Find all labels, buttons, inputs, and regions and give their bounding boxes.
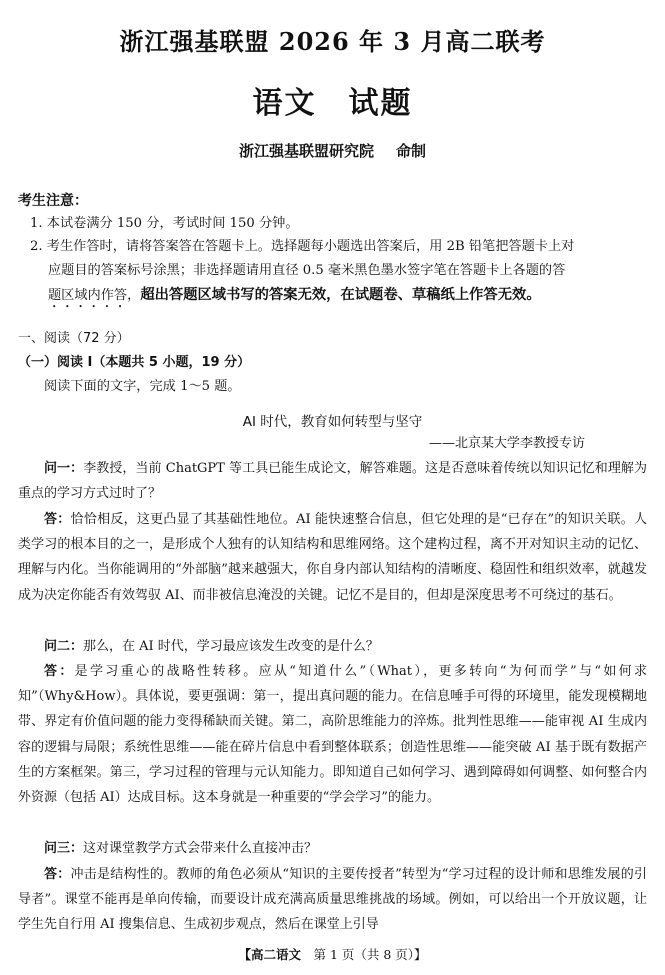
question-label: 问三： bbox=[44, 841, 84, 856]
subject-title: 语文 试题 bbox=[252, 86, 413, 121]
notice-item-2-line-3 bbox=[48, 284, 647, 311]
article-answer-1 bbox=[18, 507, 647, 608]
exam-title: 浙江强基联盟 2026 年 3 月高二联考 bbox=[119, 27, 546, 56]
article-answer-2 bbox=[18, 659, 647, 810]
article-question-1 bbox=[18, 456, 647, 506]
answer-text: 冲击是结构性的。教师的角色必须从“知识的主要传授者”转型为“学习过程的设计师和思维发展的引导者”。课堂不能再是单向传输，而要设计成充满高质量思维挑战的场域。例如，可以给出一个开放议题，让学生先自行用 AI 搜集信息、生成初步观点，然后在课堂上引导 bbox=[18, 867, 647, 933]
footer-page-number: 第 1 页（共 8 页）】 bbox=[313, 947, 427, 962]
footer-label: 【高二语文 bbox=[238, 947, 301, 962]
maker-line bbox=[0, 140, 665, 161]
answer-text: 是学习重心的战略性转移。应从“知道什么”（What），更多转向“为何而学”与“如何求知”（Why&How）。具体说，要更强调：第一，提出真问题的能力。在信息唾手可得的环境里，能发现模糊地带、界定有价值问题的能力变得稀缺而关键。第二，高阶思维能力的淬炼。批判性思维——能审视 AI 生成内容的逻辑与局限；系统性思维——能在碎片信息中看到整体联系；创造性思维——能突破 AI 基于既有数据产生的方案框架。第三，学习过程的管理与元认知能力。即知道自己如何学习、遇到障碍如何调整、如何整合内外资源（包括 AI）达成目标。这本身就是一种重要的“学会学习”的能力。 bbox=[18, 664, 647, 806]
maker-suffix: 命制 bbox=[396, 142, 427, 160]
notice-warn-prefix: 题区域内作答， bbox=[48, 288, 141, 303]
maker-name: 浙江强基联盟研究院 bbox=[238, 142, 374, 160]
question-label: 问二： bbox=[44, 639, 84, 654]
notice-item-1: 1. 本试卷满分 150 分，考试时间 150 分钟。 bbox=[30, 216, 299, 231]
answer-label: 答： bbox=[44, 512, 71, 527]
question-text: 李教授，当前 ChatGPT 等工具已能生成论文，解答难题。这是否意味着传统以知识记忆和理解为重点的学习方式过时了？ bbox=[18, 461, 647, 502]
question-text: 那么，在 AI 时代，学习最应该发生改变的是什么？ bbox=[83, 639, 379, 654]
article-answer-3 bbox=[18, 862, 647, 938]
notice-warning: 超出答题区域书写的答案无效，在试题卷、草稿纸上作答无效。 bbox=[140, 287, 541, 303]
section-reading: 一、阅读（72 分） bbox=[18, 331, 130, 346]
answer-text: 恰恰相反，这更凸显了其基础性地位。AI 能快速整合信息，但它处理的是“已存在”的知识关联。人类学习的根本目的之一，是形成个人独有的认知结构和思维网络。这个建构过程，离不开对知识主动的记忆、理解与内化。当你能调用的“外部脑”越来越强大，你自身内部认知结构的清晰度、稳固性和组织效率，就越发成为决定你能否有效驾驭 AI、而非被信息淹没的关键。记忆不是目的，但却是深度思考不可绕过的基石。 bbox=[18, 512, 647, 603]
section-instruction: 阅读下面的文字，完成 1～5 题。 bbox=[44, 379, 241, 394]
notice-item-2-line-1: 2. 考生作答时，请将答案答在答题卡上。选择题每小题选出答案后，用 2B 铅笔把答题卡上对 bbox=[30, 239, 575, 254]
answer-label: 答： bbox=[44, 867, 71, 882]
answer-label: 答： bbox=[44, 664, 75, 679]
section-part1: （一）阅读 Ⅰ（本题共 5 小题，19 分） bbox=[18, 355, 251, 370]
page-footer bbox=[0, 945, 665, 963]
article-title: AI 时代，教育如何转型与坚守 bbox=[242, 414, 423, 430]
article-question-2 bbox=[18, 634, 647, 659]
article-question-3 bbox=[18, 836, 647, 861]
article-subtitle: ——北京某大学李教授专访 bbox=[428, 436, 585, 451]
question-text: 这对课堂教学方式会带来什么直接冲击？ bbox=[83, 841, 318, 856]
notice-heading: 考生注意： bbox=[18, 193, 88, 209]
notice-item-2-line-2: 应题目的答案标号涂黑；非选择题请用直径 0.5 毫米黑色墨水签字笔在答题卡上各题的答 bbox=[48, 263, 566, 278]
question-label: 问一： bbox=[44, 461, 84, 476]
